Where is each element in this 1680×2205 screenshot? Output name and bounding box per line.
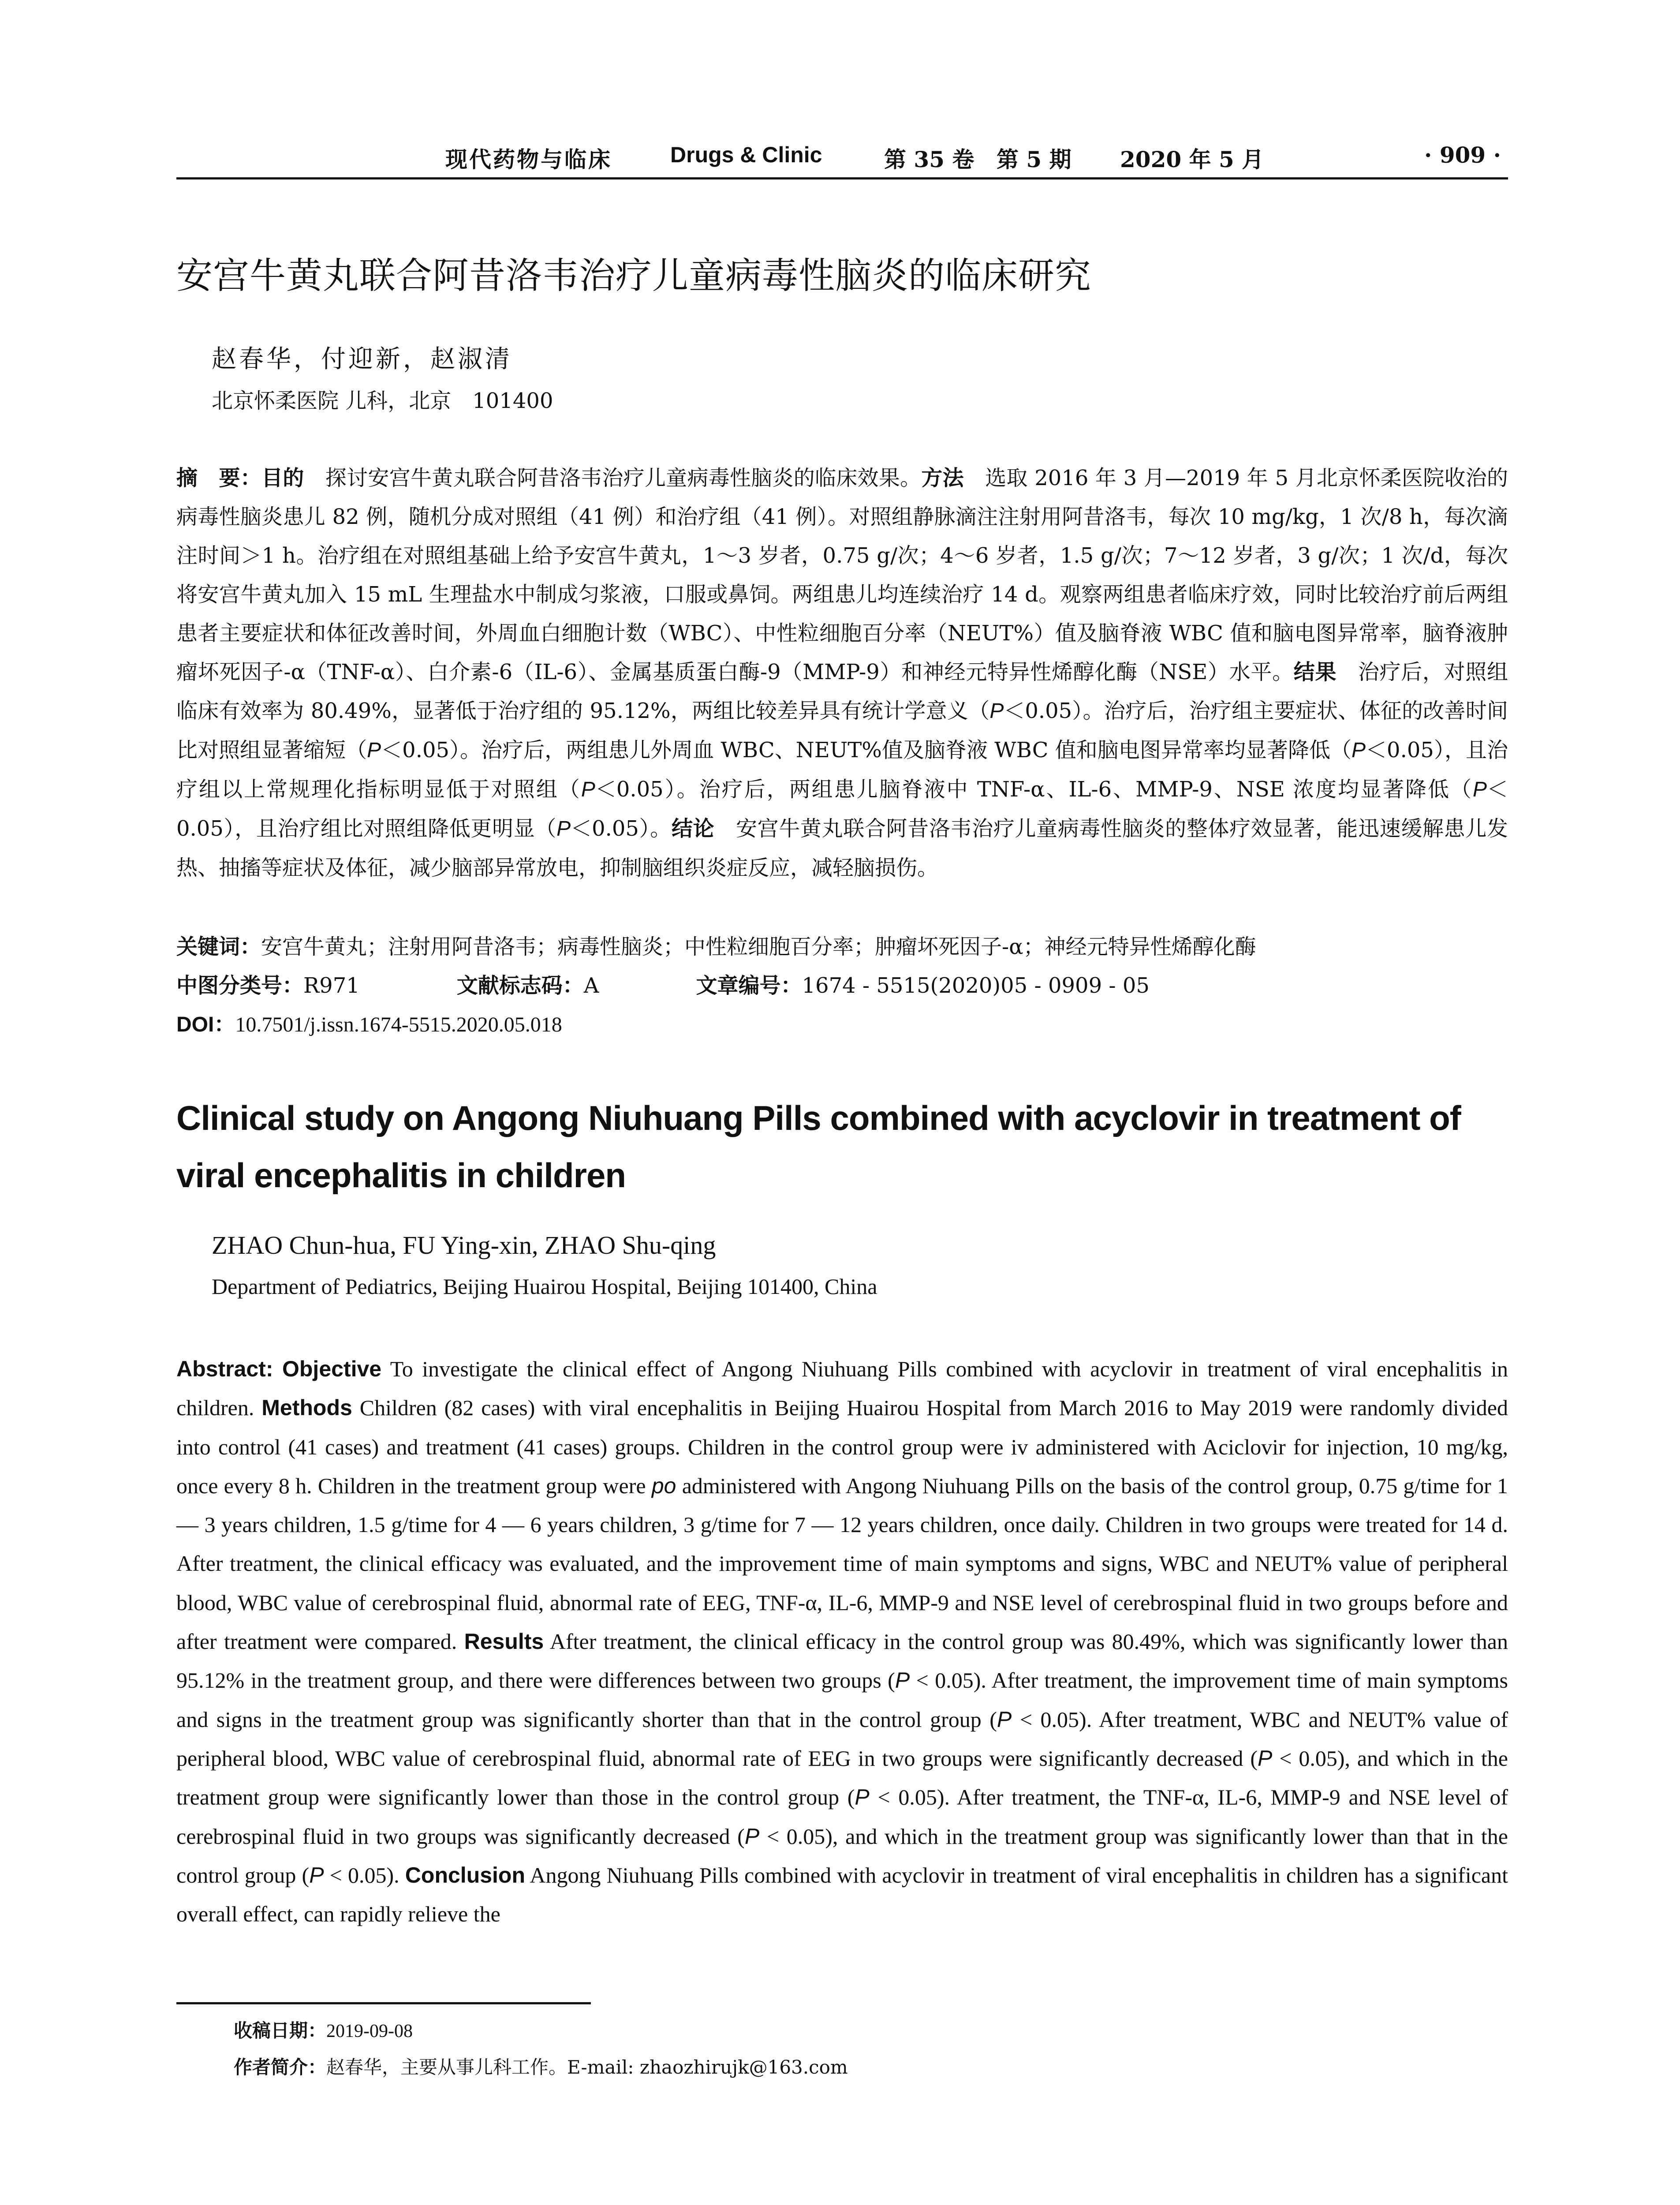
affiliation-en: Department of Pediatrics, Beijing Huairou Hospital, Beijing 101400, China [212,1274,877,1299]
received-label: 收稿日期： [234,2020,327,2041]
abstract-label-en: Abstract: [176,1357,273,1381]
article-no-label: 文章编号： [696,973,802,998]
journal-name-cn: 现代药物与临床 [445,146,612,172]
issue-date: 2020 年 5 月 [1120,146,1264,172]
objective-text-en: To investigate the clinical effect of Angong Niuhuang Pills combined with acyclovir in treatment of viral encephalitis in children. [176,1357,1508,1420]
p-symbol: P [556,817,571,841]
methods-text-en: Children (82 cases) with viral encephalitis in Beijing Huairou Hospital from March 2016 to May 2019 were randomly divided into control (41 cases) and treatment (41 cases) groups. Children in the control group were iv administered with Aciclovir for injection, 10 mg/kg, once every 8 h. Children in the treatment group were [176,1395,1508,1498]
clc-label: 中图分类号： [176,973,304,998]
objective-text-cn: 探讨安宫牛黄丸联合阿昔洛韦治疗儿童病毒性脑炎的临床效果。 [304,466,922,490]
footnote-author [234,2053,848,2079]
received-date: 2019-09-08 [326,2021,413,2041]
p-symbol: P [367,739,381,762]
results-text-en: < 0.05). After treatment, WBC and NEUT% value of peripheral blood, WBC value of cerebrospinal fluid, abnormal rate of EEG in two groups were significantly decreased ( [176,1707,1508,1771]
conclusion-label-en: Conclusion [405,1862,526,1887]
p-symbol: P [1351,739,1366,762]
results-text-cn: ＜0.05）。 [571,816,672,841]
results-text-cn: 治疗后，对照组临床有效率为 80.49%，显著低于治疗组的 95.12%，两组比较差异具有统计学意义（ [176,660,1508,723]
results-text-en: < 0.05), and which in the treatment group were significantly lower than those in the control group ( [176,1745,1508,1810]
p-symbol: P [895,1668,910,1693]
doc-code-label: 文献标志码： [456,973,584,998]
objective-label-cn: 目的 [261,466,304,490]
doi-line [176,1007,562,1038]
p-symbol: P [309,1862,324,1887]
po-italic: po [651,1473,676,1498]
doi-label: DOI： [176,1013,235,1036]
results-text-cn: ＜0.05），且治疗组以上常规理化指标明显低于对照组（ [176,738,1508,802]
title-cn: 安宫牛黄丸联合阿昔洛韦治疗儿童病毒性脑炎的临床研究 [176,255,1092,297]
volume: 第 35 卷 [884,146,974,172]
results-text-en: After treatment, the clinical efficacy in the control group was 80.49%, which was significantly lower than 95.12% in the treatment group, and there were differences between two groups ( [176,1629,1508,1693]
keywords-label-cn: 关键词： [176,934,261,959]
results-text-en: < 0.05). [324,1862,405,1887]
keywords-cn [176,930,1256,960]
methods-label-en: Methods [261,1395,352,1420]
authors-cn: 赵春华，付迎新，赵淑清 [212,345,512,374]
footnote-received [234,2016,413,2043]
p-symbol: P [744,1824,760,1849]
doc-code-value: A [583,973,599,998]
running-header [176,142,1508,177]
keywords-text-cn: 安宫牛黄丸；注射用阿昔洛韦；病毒性脑炎；中性粒细胞百分率；肿瘤坏死因子-α；神经元特异性烯醇化酶 [261,934,1256,959]
footnote-rule [176,2002,591,2004]
article-no-value: 1674 - 5515(2020)05 - 0909 - 05 [802,973,1150,998]
methods-label-cn: 方法 [921,466,964,490]
abstract-cn [176,459,1508,935]
results-label-en: Results [464,1629,544,1654]
results-text-cn: ＜0.05）。治疗后，两组患儿外周血 WBC、NEUT%值及脑脊液 WBC 值和脑电图异常率均显著降低（ [381,738,1352,762]
results-label-cn: 结果 [1293,660,1337,684]
title-en: Clinical study on Angong Niuhuang Pills combined with acyclovir in treatment of viral encephalitis in children [176,1099,1461,1195]
conclusion-text-en: Angong Niuhuang Pills combined with acyclovir in treatment of viral encephalitis in children has a significant overall effect, can rapidly relieve the [176,1862,1508,1927]
results-text-cn: ＜0.05）。治疗后，治疗组主要症状、体征的改善时间比对照组显著缩短（ [176,699,1508,762]
results-text-cn: ＜0.05），且治疗组比对照组降低更明显（ [176,777,1508,841]
author-bio-text: 赵春华，主要从事儿科工作。E-mail: zhaozhirujk@163.com [326,2056,848,2078]
page-number: · 909 · [1424,142,1501,168]
p-symbol: P [1472,778,1487,801]
p-symbol: P [581,778,595,801]
classification-line [176,968,1150,999]
conclusion-text-cn: 安宫牛黄丸联合阿昔洛韦治疗儿童病毒性脑炎的整体疗效显著，能迅速缓解患儿发热、抽搐等症状及体征，减少脑部异常放电，抑制脑组织炎症反应，减轻脑损伤。 [176,816,1508,880]
conclusion-label-cn: 结论 [671,816,715,841]
results-text-en: < 0.05). After treatment, the TNF-α, IL-6, MMP-9 and NSE level of cerebrospinal fluid in two groups was significantly decreased ( [176,1785,1508,1849]
affiliation-cn: 北京怀柔医院 儿科，北京 101400 [212,389,553,413]
header-rule [176,177,1508,179]
p-symbol: P [1258,1745,1273,1771]
methods-text-en: administered with Angong Niuhuang Pills on the basis of the control group, 0.75 g/time for 1 — 3 years children, 1.5 g/time for 4 — 6 years children, 3 g/time for 7 — 12 years children, once daily. Children in two groups were treated for 14 d. After treatment, the clinical efficacy was evaluated, and the improvement time of main symptoms and signs, WBC and NEUT% value of peripheral blood, WBC value of cerebrospinal fluid, abnormal rate of EEG, TNF-α, IL-6, MMP-9 and NSE level of cerebrospinal fluid in two groups before and after treatment were compared. [176,1473,1508,1654]
doi-value: 10.7501/j.issn.1674-5515.2020.05.018 [235,1013,562,1036]
clc-value: R971 [303,973,360,998]
methods-text-cn: 选取 2016 年 3 月—2019 年 5 月北京怀柔医院收治的病毒性脑炎患儿 82 例，随机分成对照组（41 例）和治疗组（41 例）。对照组静脉滴注注射用阿昔洛韦，每次 10 mg/kg，1 次/8 h，每次滴注时间＞1 h。治疗组在对照组基础上给予安宫牛黄丸，1～3 岁者，0.75 g/次；4～6 岁者，1.5 g/次；7～12 岁者，3 g/次；1 次/d，每次将安宫牛黄丸加入 15 mL 生理盐水中制成匀浆液，口服或鼻饲。两组患儿均连续治疗 14 d。观察两组患者临床疗效，同时比较治疗前后两组患者主要症状和体征改善时间，外周血白细胞计数（WBC）、中性粒细胞百分率（NEUT%）值及脑脊液 WBC 值和脑电图异常率，脑脊液肿瘤坏死因子-α（TNF-α）、白介素-6（IL-6）、金属基质蛋白酶-9（MMP-9）和神经元特异性烯醇化酶（NSE）水平。 [176,466,1508,684]
journal-name-en: Drugs & Clinic [670,142,822,167]
p-symbol: P [855,1785,870,1810]
p-symbol: P [997,1707,1012,1732]
results-text-en: < 0.05), and which in the treatment group was significantly lower than that in the control group ( [176,1824,1508,1887]
abstract-en [176,1349,1508,1933]
authors-en: ZHAO Chun-hua, FU Ying-xin, ZHAO Shu-qing [212,1231,716,1259]
author-bio-label: 作者简介： [234,2056,327,2078]
abstract-label-cn: 摘 要： [176,466,262,490]
issue: 第 5 期 [997,146,1071,172]
results-text-cn: ＜0.05）。治疗后，两组患儿脑脊液中 TNF-α、IL-6、MMP-9、NSE 浓度均显著降低（ [595,777,1473,802]
p-symbol: P [989,699,1004,723]
results-text-en: < 0.05). After treatment, the improvement time of main symptoms and signs in the treatment group was significantly shorter than that in the control group ( [176,1668,1508,1732]
objective-label-en: Objective [282,1357,382,1381]
